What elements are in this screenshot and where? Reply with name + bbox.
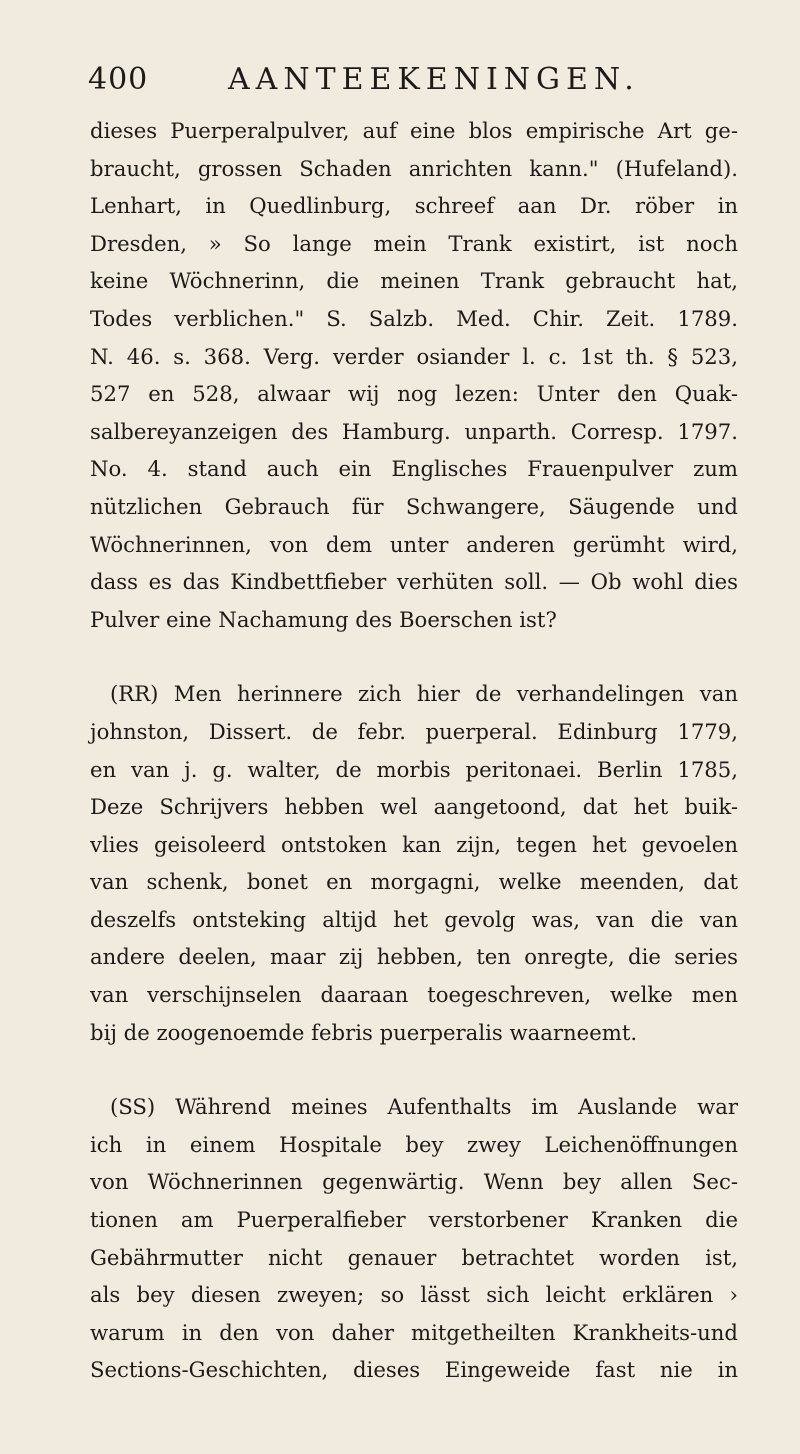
text-line: johnston, Dissert. de febr. puerperal. Edinburg 1779, xyxy=(90,718,738,744)
text-line: nützlichen Gebrauch für Schwangere, Säugende und xyxy=(90,493,738,519)
text-line: braucht, grossen Schaden anrichten kann." (Hufeland). xyxy=(90,155,738,181)
text-line: von Wöchnerinnen gegenwärtig. Wenn bey allen Sec- xyxy=(90,1169,738,1195)
text-line: Lenhart, in Quedlinburg, schreef aan Dr. röber in xyxy=(90,193,738,219)
text-line: warum in den von daher mitgetheilten Krankheits-und xyxy=(90,1319,738,1345)
text-line: N. 46. s. 368. Verg. verder osiander l. c. 1st th. § 523, xyxy=(90,343,738,369)
paragraph-note-ss xyxy=(90,1088,738,1389)
page-number: 400 xyxy=(88,62,149,97)
paragraph-note-continuation xyxy=(90,112,738,638)
text-line: Pulver eine Nachamung des Boerschen ist? xyxy=(90,606,557,632)
text-line: keine Wöchnerinn, die meinen Trank gebraucht hat, xyxy=(90,268,738,294)
text-line: salbereyanzeigen des Hamburg. unparth. Corresp. 1797. xyxy=(90,418,738,444)
text-line: dass es das Kindbettfieber verhüten soll. — Ob wohl dies xyxy=(90,569,738,595)
running-head: AANTEEKENINGEN. xyxy=(228,62,640,97)
text-line: (RR) Men herinnere zich hier de verhandelingen van xyxy=(110,681,738,707)
text-line: Todes verblichen." S. Salzb. Med. Chir. Zeit. 1789. xyxy=(90,305,738,331)
text-line: andere deelen, maar zij hebben, ten onregte, die series xyxy=(90,944,738,970)
text-line: 527 en 528, alwaar wij nog lezen: Unter den Quak- xyxy=(90,381,738,407)
text-line: van schenk, bonet en morgagni, welke meenden, dat xyxy=(90,869,738,895)
text-line: en van j. g. walter, de morbis peritonaei. Berlin 1785, xyxy=(90,756,738,782)
text-line: bij de zoogenoemde febris puerperalis waarneemt. xyxy=(90,1019,638,1045)
text-line: deszelfs ontsteking altijd het gevolg was, van die van xyxy=(90,906,738,932)
text-line: als bey diesen zweyen; so lässt sich leicht erklären › xyxy=(90,1282,738,1308)
text-line: Deze Schrijvers hebben wel aangetoond, dat het buik- xyxy=(90,794,738,820)
paragraph-note-rr xyxy=(90,675,738,1051)
text-line: Gebährmutter nicht genauer betrachtet worden ist, xyxy=(90,1244,738,1270)
body-text xyxy=(90,112,738,1389)
text-line: Sections-Geschichten, dieses Eingeweide fast nie in xyxy=(90,1357,738,1383)
text-line: (SS) Während meines Aufenthalts im Auslande war xyxy=(110,1094,738,1120)
text-line: vlies geisoleerd ontstoken kan zijn, tegen het gevoelen xyxy=(90,831,738,857)
text-line: van verschijnselen daaraan toegeschreven, welke men xyxy=(90,982,738,1008)
page-header xyxy=(88,62,738,102)
paragraph-spacer xyxy=(90,638,738,675)
text-line: dieses Puerperalpulver, auf eine blos empirische Art ge- xyxy=(90,118,738,143)
paragraph-spacer xyxy=(90,1051,738,1088)
text-line: Dresden, » So lange mein Trank existirt, ist noch xyxy=(90,230,738,256)
text-line: Wöchnerinnen, von dem unter anderen gerümht wird, xyxy=(90,531,738,557)
text-line: tionen am Puerperalfieber verstorbener Kranken die xyxy=(90,1207,738,1233)
text-line: No. 4. stand auch ein Englisches Frauenpulver zum xyxy=(90,456,738,482)
text-line: ich in einem Hospitale bey zwey Leichenöffnungen xyxy=(90,1131,738,1157)
